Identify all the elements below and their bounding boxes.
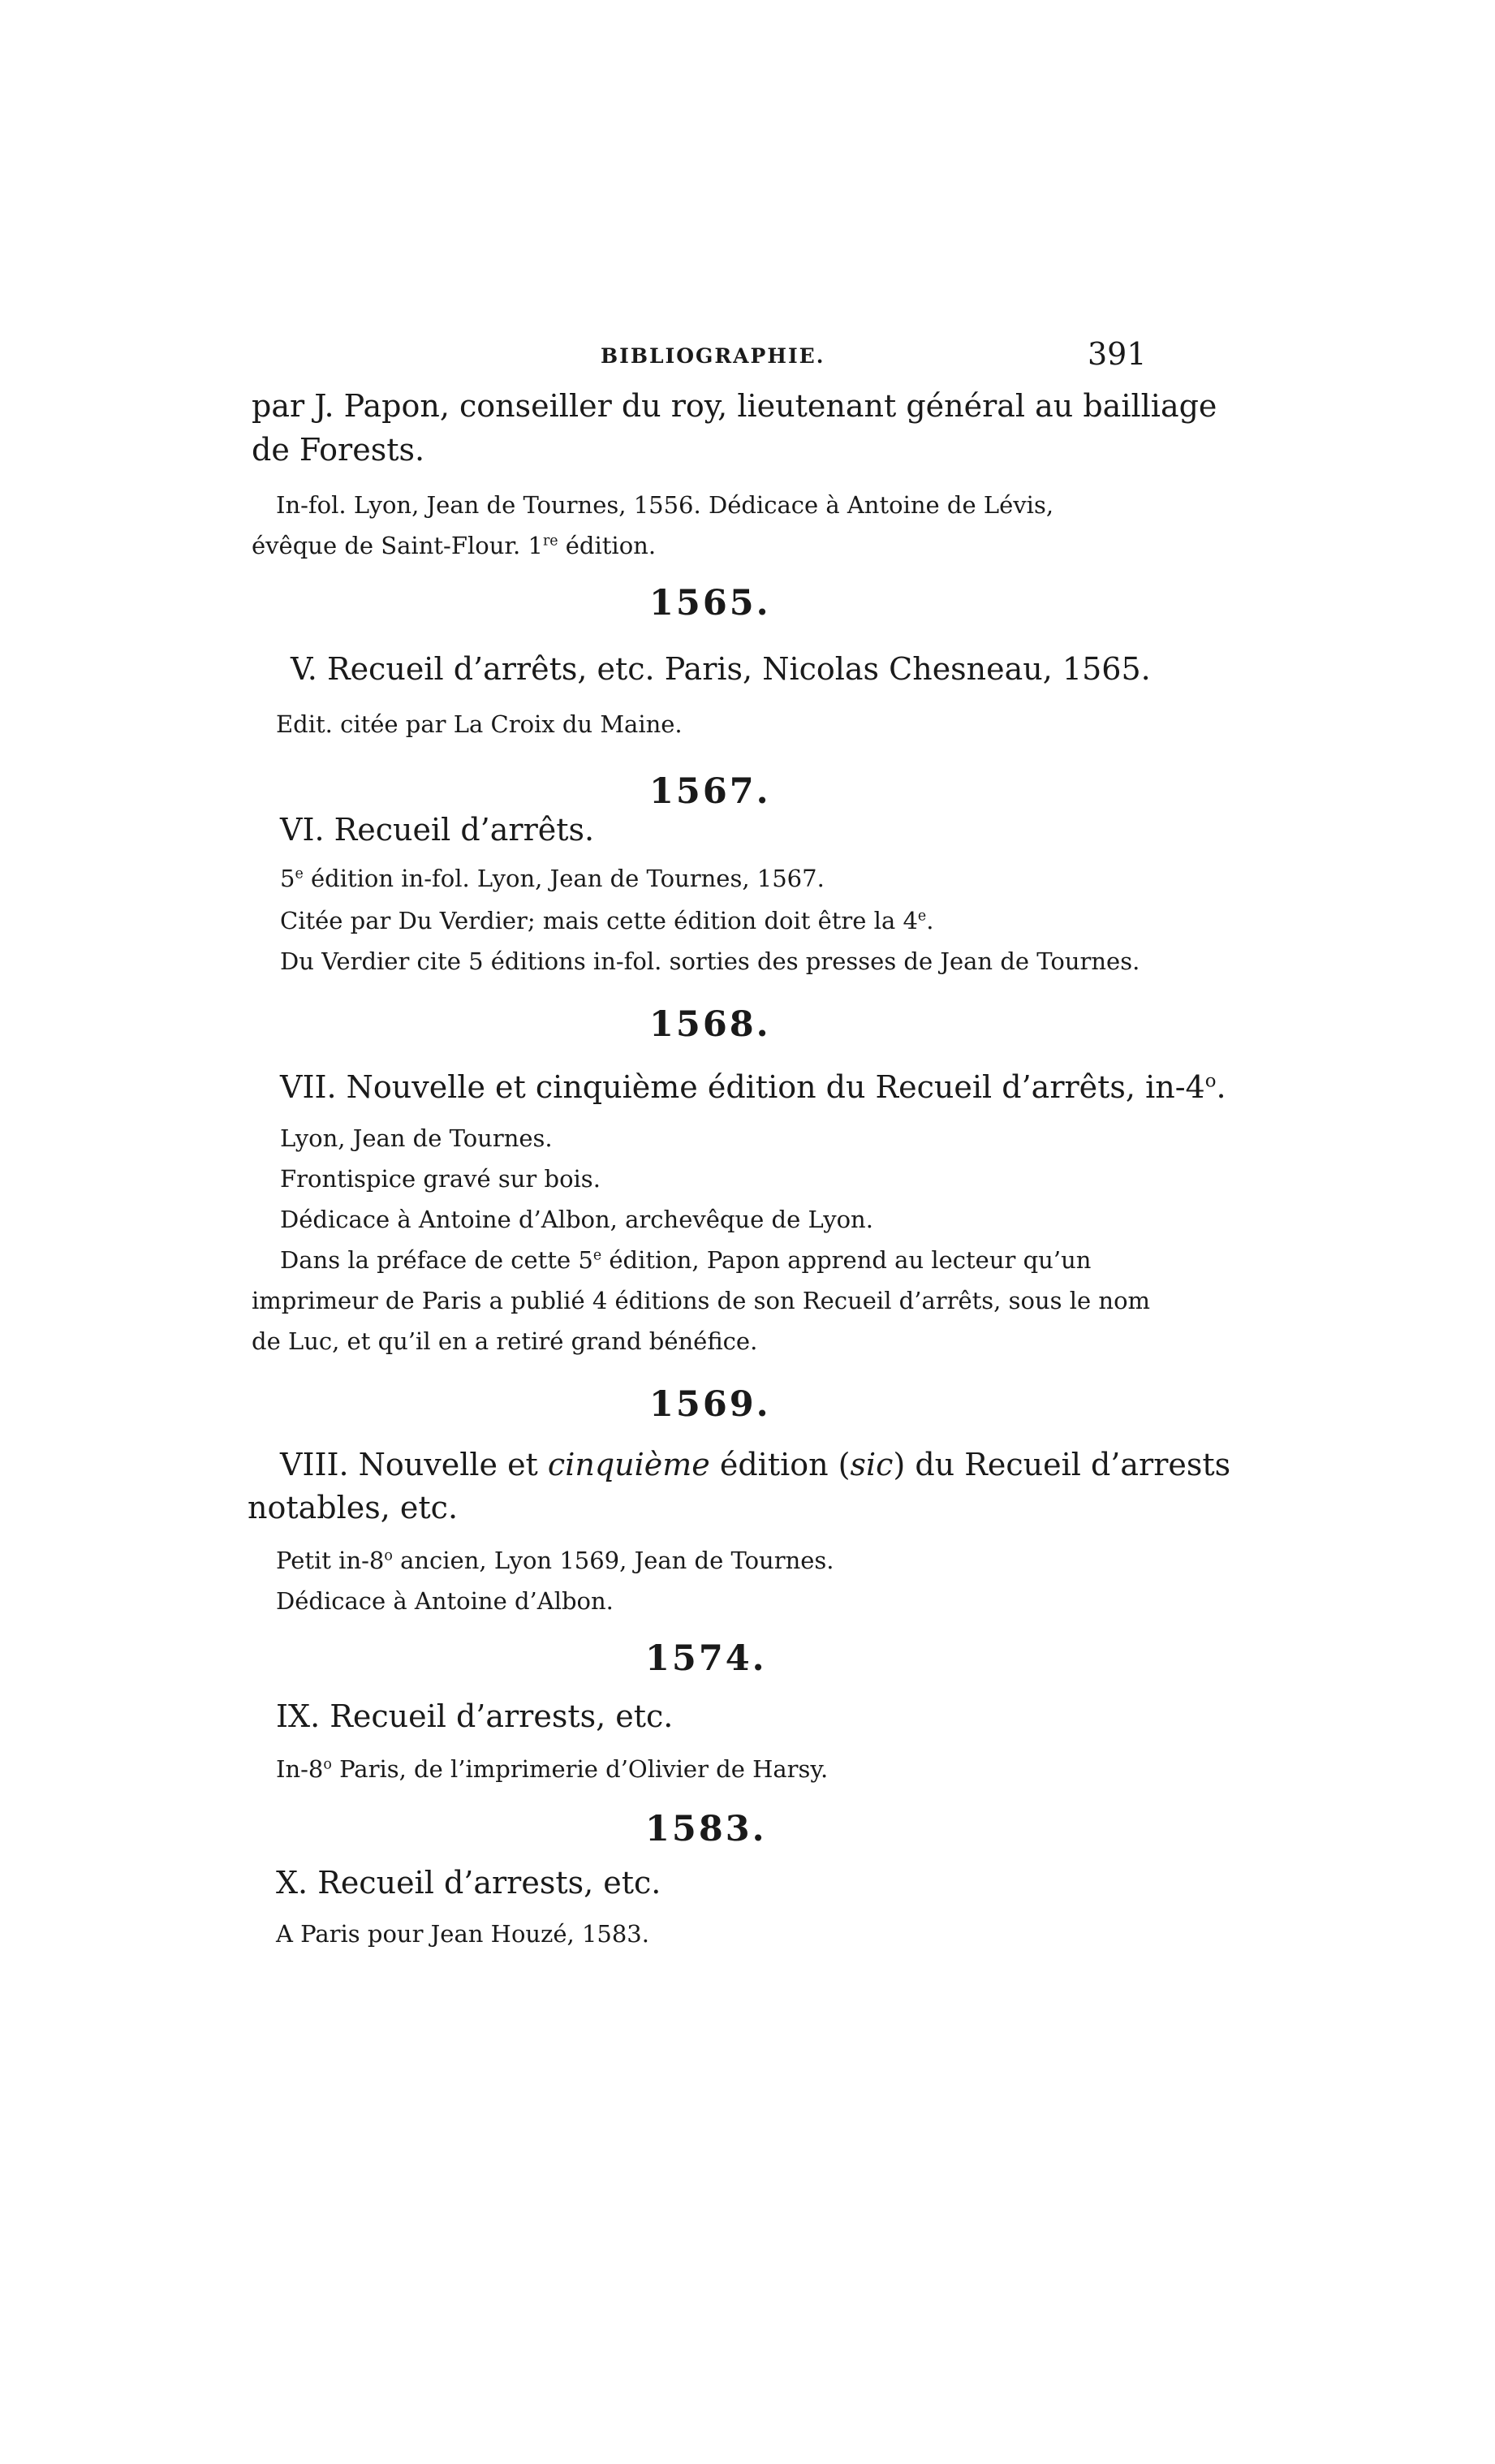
year-heading-1583: 1583. <box>645 1809 767 1849</box>
entry-note-viii-1: Petit in-8$^o$ ancien, Lyon 1569, Jean de Tournes. <box>276 1547 834 1574</box>
entry-title-viii: VIII. Nouvelle et cinquième édition (sic) du Recueil d’arrests <box>280 1447 1231 1482</box>
entry-title-ix: IX. Recueil d’arrests, etc. <box>276 1698 674 1734</box>
entry-note-vii-1: Lyon, Jean de Tournes. <box>280 1124 553 1152</box>
entry-title-x: X. Recueil d’arrests, etc. <box>276 1865 661 1901</box>
entry-note-viii-2: Dédicace à Antoine d’Albon. <box>276 1587 614 1615</box>
intro-line-2: de Forests. <box>252 432 425 468</box>
intro-line-1: par J. Papon, conseiller du roy, lieutenant général au bailliage <box>252 388 1217 424</box>
entry-note-ix: In-8$^o$ Paris, de l’imprimerie d’Olivier de Harsy. <box>276 1755 829 1783</box>
year-heading-1574: 1574. <box>645 1638 767 1679</box>
entry-title-vii: VII. Nouvelle et cinquième édition du Recueil d’arrêts, in-4$^o$. <box>280 1069 1226 1105</box>
year-heading-1567: 1567. <box>649 771 771 812</box>
year-heading-1568: 1568. <box>649 1004 771 1045</box>
entry-note-vii-4: Dans la préface de cette 5e édition, Papon apprend au lecteur qu’un <box>280 1246 1092 1274</box>
entry-note-vii-2: Frontispice gravé sur bois. <box>280 1165 601 1193</box>
entry-note-vi-1: 5e édition in-fol. Lyon, Jean de Tournes, 1567. <box>280 865 825 892</box>
entry-note-x: A Paris pour Jean Houzé, 1583. <box>276 1920 649 1948</box>
entry-note-vi-2: Citée par Du Verdier; mais cette édition doit être la 4e. <box>280 907 934 934</box>
year-heading-1569: 1569. <box>649 1384 771 1425</box>
entry-note-v: Edit. citée par La Croix du Maine. <box>276 710 683 738</box>
entry-title-vi: VI. Recueil d’arrêts. <box>280 812 595 848</box>
intro-note-1: In-fol. Lyon, Jean de Tournes, 1556. Dédicace à Antoine de Lévis, <box>276 491 1054 519</box>
year-heading-1565: 1565. <box>649 583 771 624</box>
entry-note-vi-3: Du Verdier cite 5 éditions in-fol. sorties des presses de Jean de Tournes. <box>280 947 1140 975</box>
page-number: 391 <box>1088 336 1147 372</box>
entry-note-vii-3: Dédicace à Antoine d’Albon, archevêque de Lyon. <box>280 1206 873 1233</box>
entry-note-vii-5: imprimeur de Paris a publié 4 éditions de son Recueil d’arrêts, sous le nom <box>252 1287 1151 1314</box>
entry-title-v: V. Recueil d’arrêts, etc. Paris, Nicolas Chesneau, 1565. <box>291 651 1151 687</box>
intro-note-2: évêque de Saint-Flour. 1re édition. <box>252 532 657 559</box>
entry-title-viii-cont: notables, etc. <box>248 1490 459 1525</box>
running-header: BIBLIOGRAPHIE. <box>601 344 825 368</box>
entry-note-vii-6: de Luc, et qu’il en a retiré grand bénéfice. <box>252 1327 758 1355</box>
